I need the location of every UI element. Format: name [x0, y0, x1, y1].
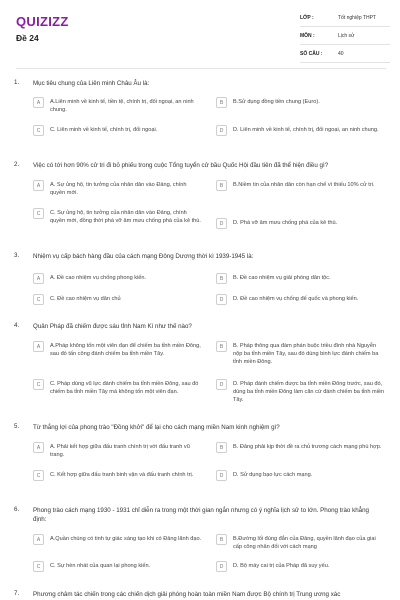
option-text: B. Đảng phải kịp thời đề ra chủ trương cách mạng phù hợp.: [233, 444, 382, 450]
question-text: Phong trào cách mạng 1930 - 1931 chỉ diễn ra trong một thời gian ngắn nhưng có ý nghĩa lịch sử to lớn. Phong trào khẳng định:: [33, 507, 369, 523]
option-text: A. Đề cao nhiệm vụ chống phong kiến.: [50, 275, 147, 281]
meta-label: SỐ CÂU :: [300, 51, 323, 57]
option-letter-box[interactable]: A: [33, 442, 44, 453]
meta-row-question-count: [300, 49, 390, 63]
option-text: A.Liên minh về kinh tế, tiền tệ, chính trị, đối ngoại, an ninh chung.: [50, 99, 194, 113]
option-letter-box[interactable]: C: [33, 125, 44, 136]
option-letter-box[interactable]: D: [216, 561, 227, 572]
option-text: B.Đường lối đúng đắn của Đảng, quyền lãnh đạo của giai cấp công nhân đối với cách mạng: [233, 536, 376, 550]
option-text: A. Phải kết hợp giữa đấu tranh chính trị với đấu tranh vũ trang.: [50, 444, 190, 458]
option-letter-box[interactable]: C: [33, 561, 44, 572]
question-text: Mục tiêu chung của Liên minh Châu Âu là:: [33, 80, 150, 87]
option-letter-box[interactable]: C: [33, 379, 44, 390]
question-text: Phương châm tác chiến trong các chiến dịch giải phóng hoàn toàn miền Nam được Bộ chính trị Trung ương xác: [33, 591, 341, 598]
option-letter-box[interactable]: D: [216, 294, 227, 305]
meta-value: 40: [338, 51, 344, 57]
option-letter-box[interactable]: B: [216, 442, 227, 453]
option-letter-box[interactable]: D: [216, 218, 227, 229]
option-text: C. Sự hèn nhát của quan lại phong kiến.: [50, 563, 151, 569]
option-text: B.Sử dụng đồng tiền chung (Euro).: [233, 99, 320, 105]
meta-row-subject: [300, 31, 390, 45]
meta-value: Lịch sử: [338, 33, 355, 39]
question-number: 4.: [14, 322, 20, 329]
worksheet-header: [0, 0, 400, 64]
question-text: Từ thắng lợi của phong trào "Đồng khởi" để lại cho cách mạng miền Nam kinh nghiệm gì?: [33, 424, 280, 431]
option-letter-box[interactable]: C: [33, 294, 44, 305]
option-letter-box[interactable]: A: [33, 341, 44, 352]
question-number: 3.: [14, 252, 20, 259]
question-number: 5.: [14, 423, 20, 430]
option-letter-box[interactable]: D: [216, 125, 227, 136]
option-text: C. Pháp dùng vũ lực đánh chiếm ba tỉnh miền Đông, sau đó chiếm ba tỉnh miền Tây mà không tốn một viên đạn.: [50, 381, 199, 395]
option-text: D. Đề cao nhiệm vụ chống đế quốc và phong kiến.: [233, 296, 359, 302]
meta-row-class: [300, 13, 390, 27]
option-letter-box[interactable]: A: [33, 180, 44, 191]
option-letter-box[interactable]: B: [216, 341, 227, 352]
question-text: Quân Pháp đã chiếm được sáu tỉnh Nam Kì như thế nào?: [33, 323, 192, 330]
quizizz-logo: QUIZIZZ: [16, 14, 69, 29]
worksheet-meta: [300, 13, 390, 67]
question-number: 1.: [14, 79, 20, 86]
option-letter-box[interactable]: D: [216, 379, 227, 390]
option-text: D. Liên minh về kinh tế, chính trị, đối ngoại, an ninh chung.: [233, 127, 379, 133]
option-letter-box[interactable]: A: [33, 273, 44, 284]
option-text: D. Pháp đánh chiếm được ba tỉnh miền Đông trước, sau đó, dùng ba tỉnh miền Đông làm căn cứ đánh chiếm ba tỉnh miền Tây.: [233, 381, 385, 403]
option-text: B. Pháp thông qua đàm phán buộc triều đình nhà Nguyễn nộp ba tỉnh miền Tây, sau đó dùng binh lực đánh chiếm ba tỉnh miền Đông.: [233, 343, 379, 365]
header-divider: [16, 68, 386, 69]
option-letter-box[interactable]: B: [216, 273, 227, 284]
option-text: B. Đề cao nhiệm vụ giải phóng dân tộc.: [233, 275, 331, 281]
option-letter-box[interactable]: A: [33, 97, 44, 108]
option-text: B.Niềm tin của nhân dân còn hạn chế vì thiếu 10% cử tri.: [233, 182, 375, 188]
option-letter-box[interactable]: B: [216, 180, 227, 191]
question-text: Việc có tới hơn 90% cử tri đi bỏ phiếu trong cuộc Tổng tuyển cử bầu Quốc Hội đầu tiên đã thể hiện điều gì?: [33, 162, 329, 169]
question-text: Nhiệm vụ cấp bách hàng đầu của cách mạng Đông Dương thời kì 1939-1945 là:: [33, 253, 254, 260]
option-letter-box[interactable]: C: [33, 470, 44, 481]
question-number: 7.: [14, 590, 20, 597]
option-letter-box[interactable]: C: [33, 208, 44, 219]
meta-value: Tốt nghiệp THPT: [338, 15, 376, 21]
option-text: A.Quần chúng có tinh tự giác sáng tạo khi có Đảng lãnh đạo.: [50, 536, 202, 542]
option-letter-box[interactable]: A: [33, 534, 44, 545]
meta-label: LỚP :: [300, 15, 314, 21]
option-text: A.Pháp không tốn một viên đạn để chiếm ba tỉnh miền Đông, sau đó tấn công đánh chiếm ba tỉnh miền Tây.: [50, 343, 201, 357]
option-text: C. Sự ủng hộ, tin tưởng của nhân dân vào Đảng, chính quyền mới, đồng thời phá vỡ âm mưu chống phá của kẻ thù.: [50, 210, 201, 224]
option-text: C. Kết hợp giữa đấu tranh binh vận và đấu tranh chính trị.: [50, 472, 194, 478]
option-text: D. Phá vỡ âm mưu chống phá của kẻ thù.: [233, 220, 338, 226]
page-title: Đề 24: [16, 33, 39, 43]
meta-label: MÔN :: [300, 33, 315, 39]
option-letter-box[interactable]: D: [216, 470, 227, 481]
option-text: A. Sự ủng hộ, tin tưởng của nhân dân vào Đảng, chính quyền mới.: [50, 182, 187, 196]
option-text: D. Sử dụng bạo lực cách mạng.: [233, 472, 313, 478]
option-text: C. Đề cao nhiệm vụ dân chủ: [50, 296, 121, 302]
option-letter-box[interactable]: B: [216, 534, 227, 545]
question-number: 6.: [14, 506, 20, 513]
question-number: 2.: [14, 161, 20, 168]
option-text: C. Liên minh về kinh tế, chính trị, đối ngoại.: [50, 127, 158, 133]
option-text: D. Bộ máy cai trị của Pháp đã suy yếu.: [233, 563, 330, 569]
option-letter-box[interactable]: B: [216, 97, 227, 108]
